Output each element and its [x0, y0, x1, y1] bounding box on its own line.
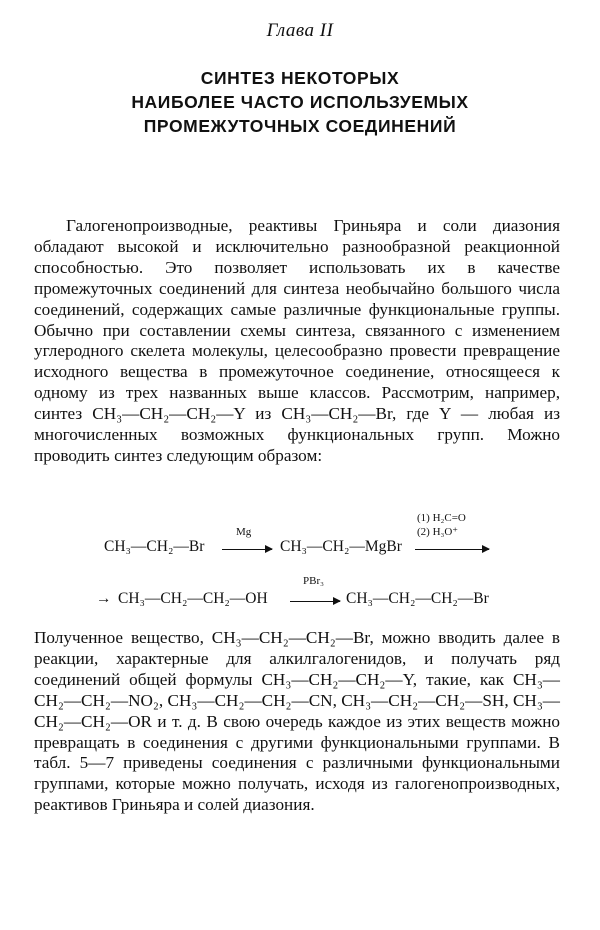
scheme-reactant-ethyl-bromide: CH₃—CH₂—Br — [104, 538, 205, 555]
scheme-step-2: (2) H₃O⁺ — [417, 526, 459, 538]
scheme-arrow-1 — [222, 549, 272, 550]
chapter-heading: Глава II — [266, 20, 334, 41]
chapter-title-line-3: ПРОМЕЖУТОЧНЫХ СОЕДИНЕНИЙ — [143, 116, 457, 136]
scheme-reagent-pbr3: PBr₃ — [303, 575, 324, 587]
chapter-title — [0, 66, 600, 138]
synthesis-scheme — [0, 512, 600, 617]
continuation-paragraph: Полученное вещество, CH₃—CH₂—CH₂—Br, можно вводить далее в реакции, характерные для алкилгалогенидов, и получать ряд соединений общей формулы CH₃—CH₂—CH₂—Y, такие, как CH₃—CH₂—CH₂—NO₂, CH₃—CH₂—CH₂—CN, CH₃—CH₂—CH₂—SH, CH₃—CH₂—CH₂—OR и т. д. В свою очередь каждое из этих веществ можно превращать в соединения с другими функциональными группами. В табл. 5—7 приведены соединения с различными функциональными группами, которые можно получать, исходя из галогенопроизводных, реактивов Гриньяра и солей диазония. — [34, 628, 560, 815]
scheme-step-1: (1) H₂C=O — [417, 512, 466, 524]
chapter-title-line-1: СИНТЕЗ НЕКОТОРЫХ — [200, 68, 400, 88]
scheme-reagent-mg: Mg — [236, 526, 252, 538]
intro-paragraph: Галогенопроизводные, реактивы Гриньяра и соли диазония обладают высокой и исключительно разнообразной реакционной способностью. Это позволяет использовать их в качестве промежуточных соединений для синтеза необычайно большого числа соединений, содержащих самые различные функциональные группы. Обычно при составлении схемы синтеза, связанного с изменением углеродного скелета молекулы, целесообразно провести превращение исходного вещества в промежуточное соединение, относящееся к одному из трех названных выше классов. Рассмотрим, например, синтез CH₃—CH₂—CH₂—Y из CH₃—CH₂—Br, где Y — любая из многочисленных возможных функциональных групп. Можно проводить синтез следующим образом: — [34, 216, 560, 465]
scheme-arrow-2 — [415, 549, 489, 550]
scheme-product-propyl-bromide: CH₃—CH₂—CH₂—Br — [346, 590, 489, 607]
scheme-alcohol: CH₃—CH₂—CH₂—OH — [118, 590, 268, 607]
scheme-product-grignard: CH₃—CH₂—MgBr — [280, 538, 402, 555]
scheme-continuation-arrow: → — [96, 590, 112, 607]
scheme-arrow-3 — [290, 601, 340, 602]
chapter-title-line-2: НАИБОЛЕЕ ЧАСТО ИСПОЛЬЗУЕМЫХ — [131, 92, 469, 112]
